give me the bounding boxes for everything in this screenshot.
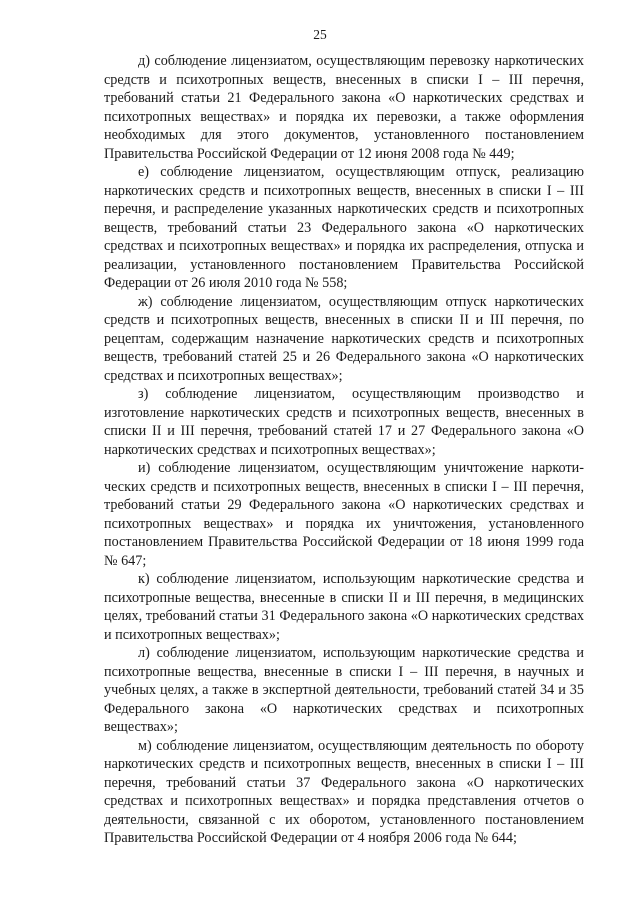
page-number: 25 <box>313 27 327 42</box>
paragraph-zh: ж) соблюдение лицензиатом, осуществляющим отпуск наркотических средств и психотропных веществ, внесенных в списки II и III перечня, по рецептам, содержащим назначение наркотических средств и психотропных веществ, требований статей 25 и 26 Федерального закона «О наркотических средствах и психотропных веществах»; <box>104 293 584 384</box>
document-body <box>104 52 584 848</box>
paragraph-d: д) соблюдение лицензиатом, осуществляющим перевозку наркотических средств и психотропных веществ, внесенных в списки I – III перечня, требований статьи 21 Федерального закона «О наркотических средствах и психотропных веществах» и порядка их перевозки, а также оформления необходимых для этого документов, установленного постановлением Правительства Российской Федерации от 12 июня 2008 года № 449; <box>104 53 584 162</box>
paragraph-m: м) соблюдение лицензиатом, осуществляющим деятельность по обороту наркотических средств и психотропных веществ, внесенных в списки I – III перечня, требований статьи 37 Федерального закона «О наркотических средствах и психотропных веществах» и порядка представления отчетов о деятельности, связанной с их оборотом, установленного постановлением Правительства Российской Федерации от 4 ноября 2006 года № 644; <box>104 737 584 846</box>
paragraph-z: з) соблюдение лицензиатом, осуществляющим производство и изготовление наркотических средств и психотропных веществ, внесенных в списки II и III перечня, требований статей 17 и 27 Федерального закона «О наркотических средствах и психотропных веществах»; <box>104 386 584 458</box>
paragraph-e: е) соблюдение лицензиатом, осуществляющим отпуск, реализацию наркотических средств и психотропных веществ, внесенных в списки I – III перечня, и распределение указанных наркотических средств и психотропных веществ, требований статьи 23 Федерального закона «О наркотических средствах и психотропных веществах» и порядка их распределения, отпуска и реализации, установленного постановлением Правительства Российской Федерации от 26 июля 2010 года № 558; <box>104 164 584 291</box>
paragraph-i: и) соблюдение лицензиатом, осуществляющим уничтожение наркотических средств и психотропных веществ, внесенных в списки I – III перечня, требований статьи 29 Федерального закона «О наркотических средствах и психотропных веществах» и порядка их уничтожения, установленного постановлением Правительства Российской Федерации от 18 июня 1999 года № 647; <box>104 460 584 569</box>
paragraph-l: л) соблюдение лицензиатом, использующим наркотические средства и психотропные вещества, внесенные в списки I – III перечня, в научных и учебных целях, а также в экспертной деятельности, требований статей 34 и 35 Федерального закона «О наркотических средствах и психотропных веществах»; <box>104 645 584 735</box>
paragraph-k: к) соблюдение лицензиатом, использующим наркотические средства и психотропные вещества, внесенные в списки II и III перечня, в медицинских целях, требований статьи 31 Федерального закона «О наркотических средствах и психотропных веществах»; <box>104 571 584 643</box>
